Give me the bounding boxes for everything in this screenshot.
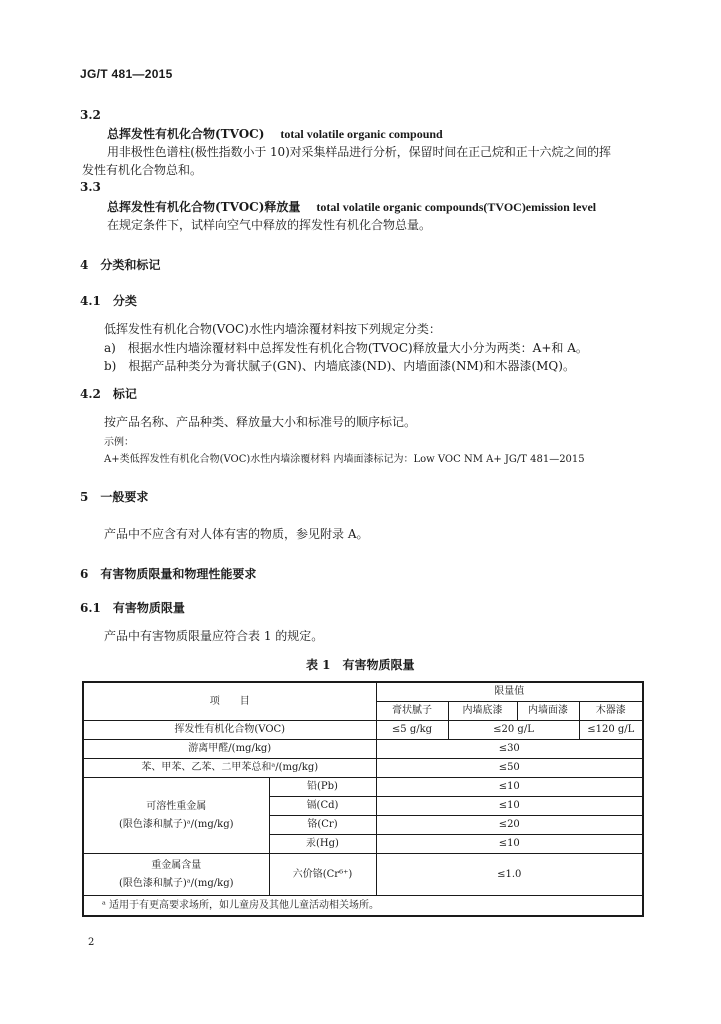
section-5-heading: 5 一般要求 [80,490,149,504]
voc-mq: ≤120 g/L [579,721,643,740]
section-3-2-definition-line1: 用非极性色谱柱(极性指数小于 10)对采集样品进行分析，保留时间在正己烷和正十六烷之间的挥 [107,145,611,159]
heavy-metal-label-line1: 重金属含量 [151,859,202,871]
metal-cd-name: 镉(Cd) [269,797,376,816]
section-4-1-item-b: b) 根据产品种类分为膏状腻子(GN)、内墙底漆(ND)、内墙面漆(NM)和木器漆(MQ)。 [104,359,575,373]
section-3-3-definition: 在规定条件下，试样向空气中释放的挥发性有机化合物总量。 [107,218,432,232]
soluble-metals-label-line2: (限色漆和腻子)ᵃ/(mg/kg) [118,818,234,830]
metal-hg-value: ≤10 [376,835,643,854]
heavy-metal-name: 六价铬(Cr⁶⁺) [269,854,376,896]
table-row [83,759,643,778]
benzene-value: ≤50 [376,759,643,778]
voc-label: 挥发性有机化合物(VOC) [83,721,376,740]
metal-pb-value: ≤10 [376,778,643,797]
formaldehyde-value: ≤30 [376,740,643,759]
term-en: total volatile organic compounds(TVOC)emission level [316,200,597,214]
section-4-2-text: 按产品名称、产品种类、释放量大小和标准号的顺序标记。 [104,415,417,429]
table-footnote-row [83,896,643,917]
table-caption: 表 1 有害物质限量 [306,658,415,672]
table-header-row [83,682,643,702]
example-label: 示例： [104,437,134,448]
subheader-nd: 内墙底漆 [448,702,517,721]
section-3-2-term [107,125,443,142]
term-en: total volatile organic compound [280,127,443,141]
subheader-gn: 膏状腻子 [376,702,448,721]
table-row [83,721,643,740]
heavy-metal-label [83,854,269,896]
benzene-label: 苯、甲苯、乙苯、二甲苯总和ᵃ/(mg/kg) [83,759,376,778]
metal-cd-value: ≤10 [376,797,643,816]
soluble-metals-label-line1: 可溶性重金属 [146,800,207,812]
example-text: A+类低挥发性有机化合物(VOC)水性内墙涂覆材料 内墙面漆标记为：Low VOC NM A+ JG/T 481—2015 [104,454,585,465]
heavy-metal-value: ≤1.0 [376,854,643,896]
metal-hg-name: 汞(Hg) [269,835,376,854]
section-6-1-heading: 6.1 有害物质限量 [80,601,185,615]
metal-pb-name: 铅(Pb) [269,778,376,797]
section-4-2-heading: 4.2 标记 [80,387,137,401]
table-row [83,854,643,896]
subheader-mq: 木器漆 [579,702,643,721]
heavy-metal-label-line2: (限色漆和腻子)ᵃ/(mg/kg) [118,877,234,889]
section-6-heading: 6 有害物质限量和物理性能要求 [80,567,257,581]
section-3-2-number: 3.2 [80,108,101,122]
header-item: 项 目 [83,682,376,721]
section-3-2-definition-line2: 发性有机化合物总和。 [82,163,203,177]
section-4-heading: 4 分类和标记 [80,258,161,272]
term-cn: 总挥发性有机化合物(TVOC) [107,127,265,141]
metal-cr-name: 铬(Cr) [269,816,376,835]
table-row [83,740,643,759]
formaldehyde-label: 游离甲醛/(mg/kg) [83,740,376,759]
header-limit: 限量值 [376,682,643,702]
section-3-3-term [107,198,596,215]
section-4-1-item-a: a) 根据水性内墙涂覆材料中总挥发性有机化合物(TVOC)释放量大小分为两类：A+和 A。 [104,341,588,355]
term-cn: 总挥发性有机化合物(TVOC)释放量 [107,200,301,214]
voc-nd-nm: ≤20 g/L [448,721,579,740]
standard-code: JG/T 481—2015 [80,67,173,81]
section-6-1-text: 产品中有害物质限量应符合表 1 的规定。 [104,629,324,643]
voc-gn: ≤5 g/kg [376,721,448,740]
metal-cr-value: ≤20 [376,816,643,835]
table-row [83,778,643,797]
subheader-nm: 内墙面漆 [517,702,579,721]
section-3-3-number: 3.3 [80,180,101,194]
section-4-1-intro: 低挥发性有机化合物(VOC)水性内墙涂覆材料按下列规定分类： [104,322,441,336]
page-number: 2 [88,937,95,948]
section-5-text: 产品中不应含有对人体有害的物质，参见附录 A。 [104,527,369,541]
soluble-metals-label [83,778,269,854]
table-footnote: ᵃ 适用于有更高要求场所，如儿童房及其他儿童活动相关场所。 [83,896,643,917]
section-4-1-heading: 4.1 分类 [80,294,137,308]
hazardous-substance-limits-table [82,681,644,917]
